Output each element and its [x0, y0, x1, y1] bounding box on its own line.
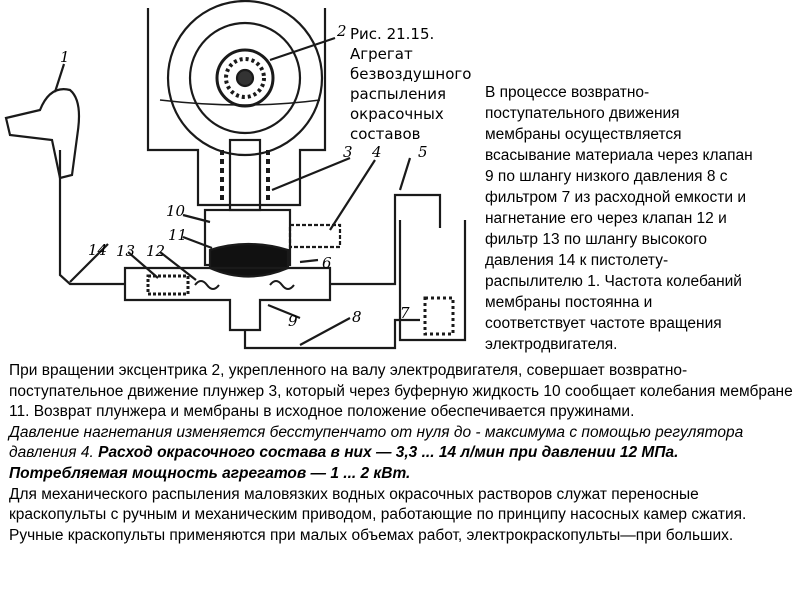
figure-label-10: 10	[166, 202, 186, 220]
high-pressure-hose-14	[60, 150, 125, 284]
paragraph-2-italic: Давление нагнетания изменяется бесступенчато от нуля до - максимума с помощью регулятора давления 4.	[9, 423, 744, 462]
figure-label-7: 7	[400, 304, 410, 322]
supply-hose-5	[330, 195, 440, 284]
plunger	[230, 140, 260, 210]
spray-gun	[6, 89, 79, 178]
figure-label-11: 11	[168, 226, 188, 244]
figure-label-3: 3	[343, 143, 353, 161]
figure-caption: Рис. 21.15. Агрегат безвоздушного распыления окрасочных составов	[350, 25, 472, 143]
paragraph-1: При вращении эксцентрика 2, укрепленного на валу электродвигателя, совершает возвратно-поступательное движение плунжер 3, который через буферную жидкость 10 сообщает колебания мембране 11. Возврат плунжера и мембраны в исходное положение обеспечивается пружинами.	[9, 362, 793, 421]
side-paragraph: В процессе возвратно- поступательного движения мембраны осуществляется всасывание материала через клапан 9 по шлангу низкого давления 8 с фильтром 7 из расходной емкости и нагнетание его через клапан 12 и фильтр 13 по шлангу высокого давления 14 к пистолету- распылителю 1. Частота колебаний мембраны постоянна и соответствует частоте вращения электродвигателя.	[485, 84, 753, 353]
figure-label-1: 1	[60, 48, 70, 66]
figure-label-14: 14	[88, 241, 108, 259]
low-pressure-hose-8	[245, 320, 420, 348]
paragraph-2	[9, 423, 794, 485]
paragraph-3: Для механического распыления маловязких водных окрасочных растворов служат переносные краскопульты с ручным и механическим приводом, работающие по принципу насосных камер сжатия. Ручные краскопульты применяются при малых объемах работ, электрокраскопульты—при больших.	[9, 485, 747, 544]
filter-7	[425, 298, 453, 334]
figure-label-2: 2	[337, 22, 347, 40]
filter-13	[148, 276, 188, 294]
figure-label-5: 5	[418, 143, 428, 161]
figure-label-4: 4	[372, 143, 382, 161]
pressure-regulator	[290, 225, 340, 247]
container	[400, 220, 465, 340]
body-text	[9, 361, 794, 546]
paragraph-2-bold: Расход окрасочного состава в них — 3,3 ... 14 л/мин при давлении 12 МПа. Потребляемая мощность агрегатов — 1 ... 2 кВт.	[9, 444, 679, 482]
membrane	[210, 244, 288, 277]
figure-label-9: 9	[288, 312, 298, 330]
figure-label-13: 13	[116, 242, 136, 260]
figure-label-12: 12	[146, 242, 166, 260]
figure-label-6: 6	[322, 254, 332, 272]
figure-label-8: 8	[352, 308, 362, 326]
